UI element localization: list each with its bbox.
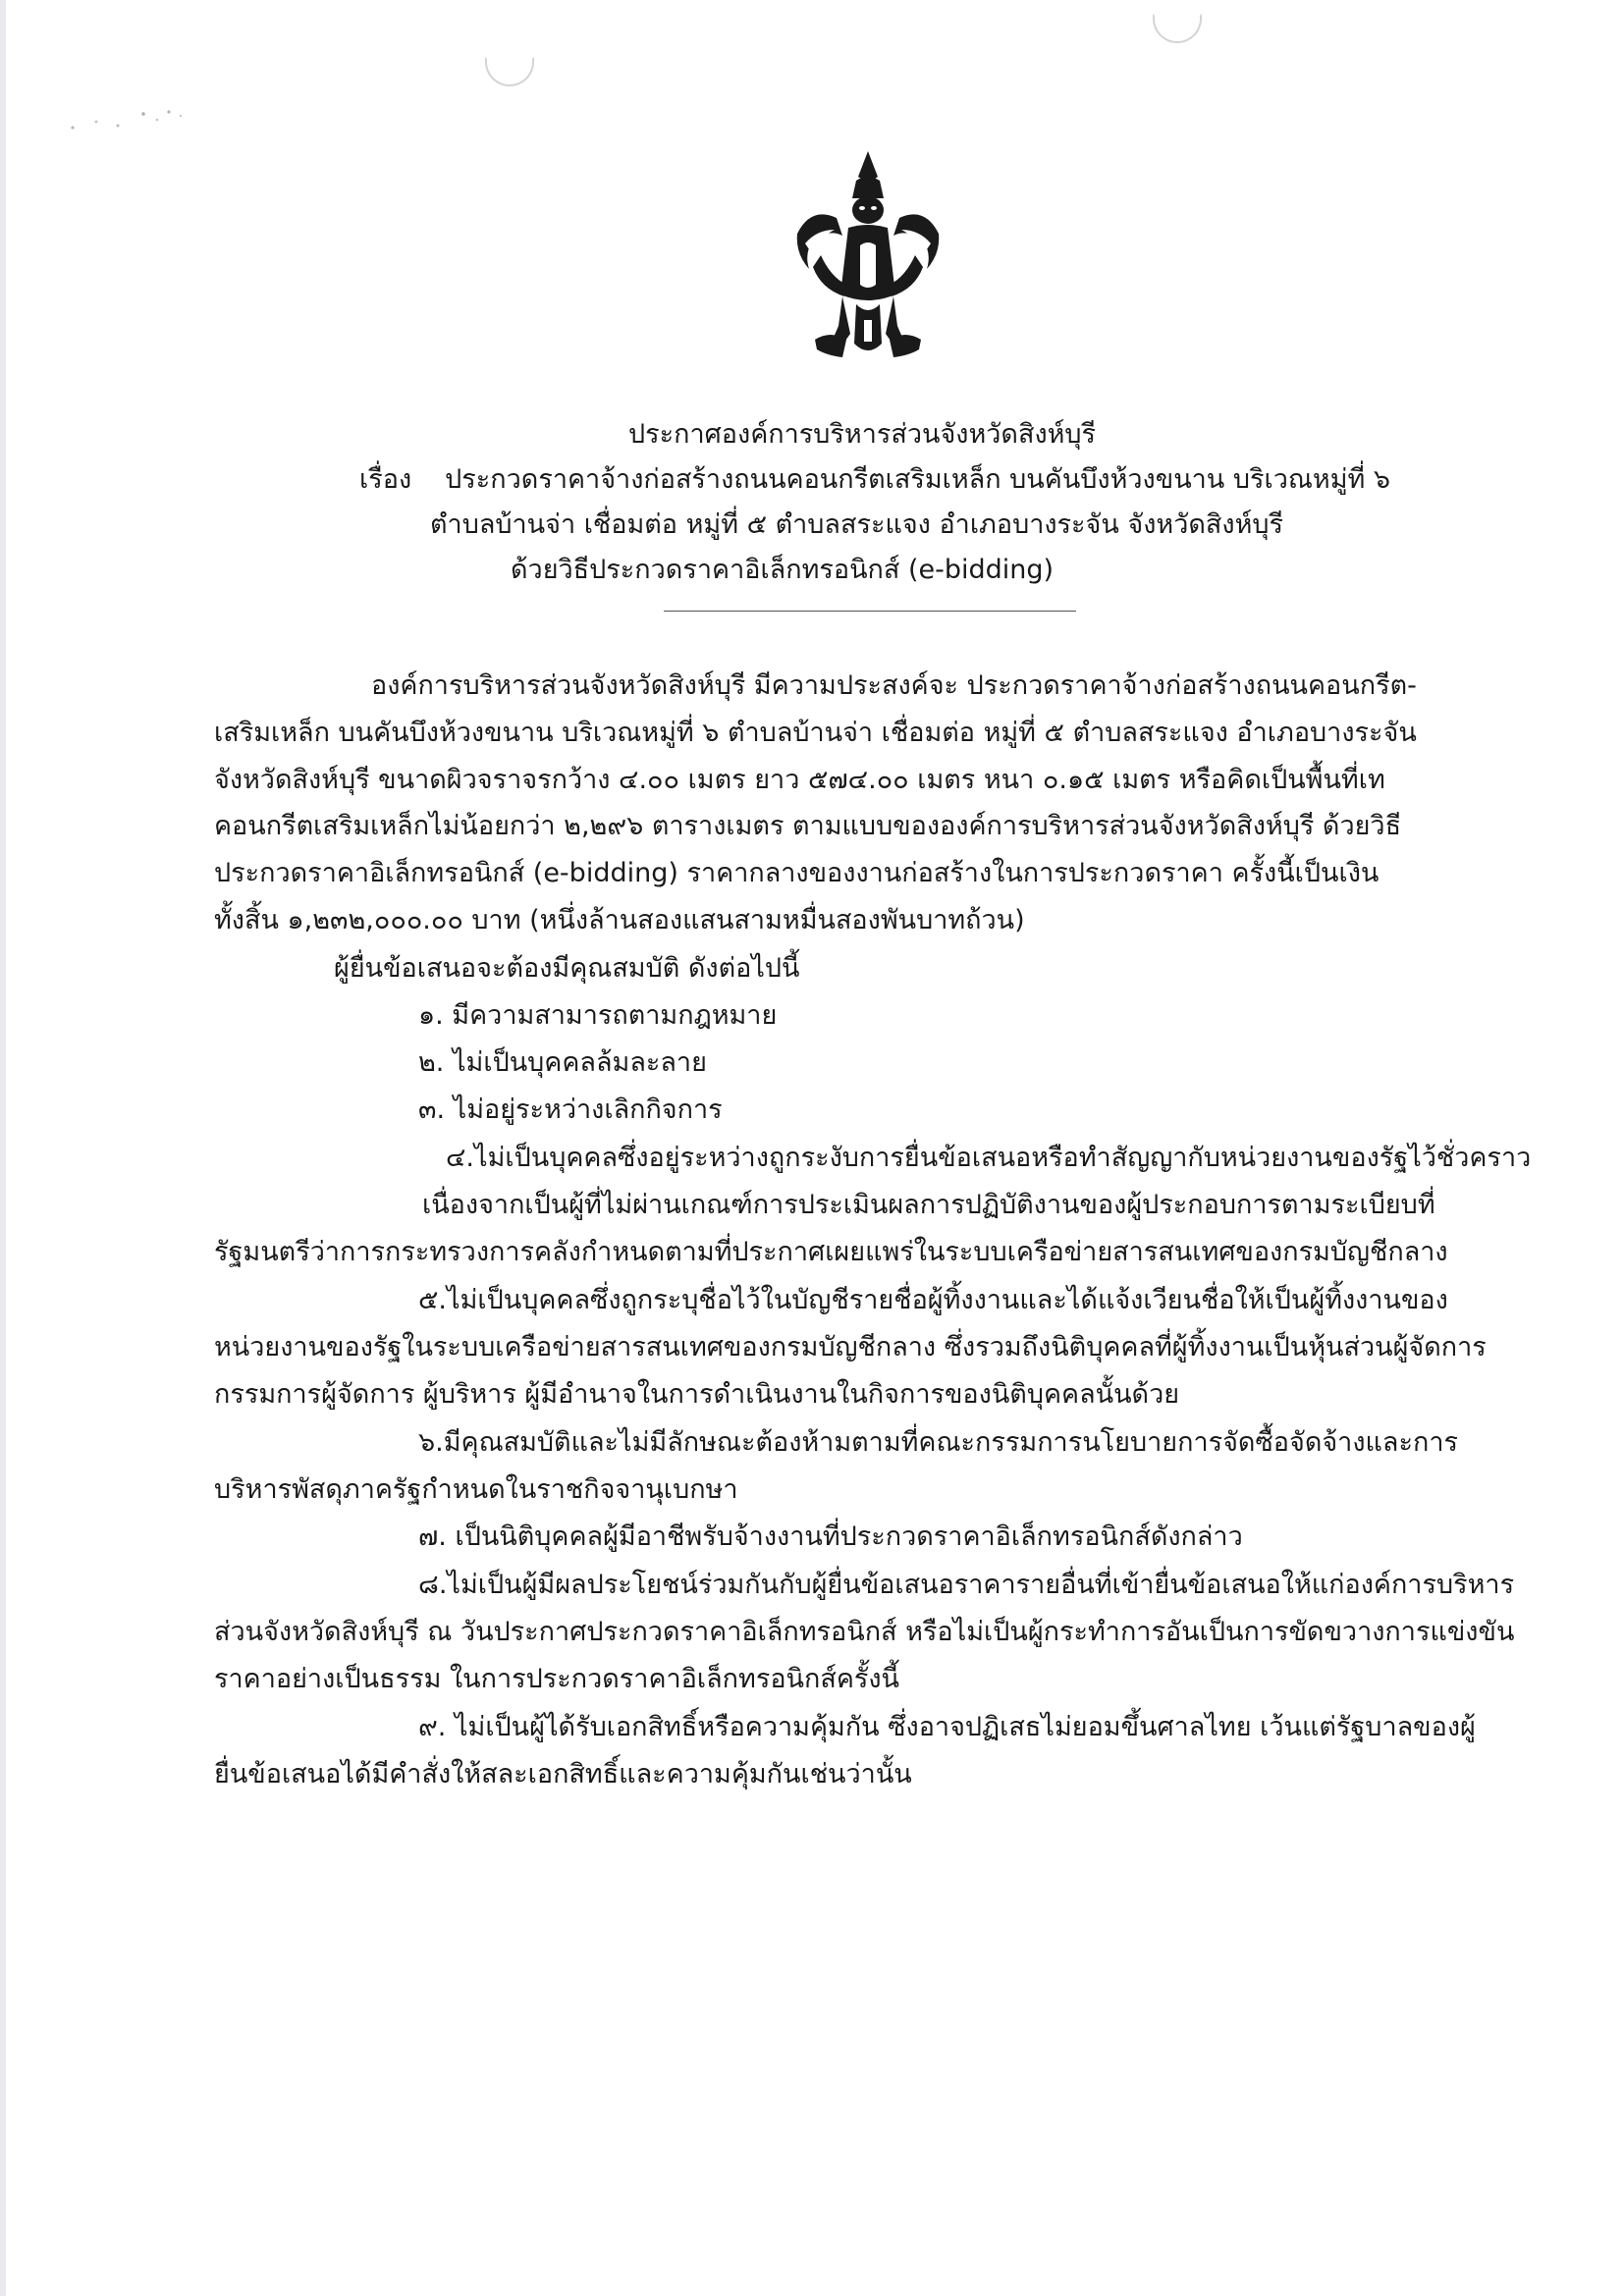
subject-text: ประกวดราคาจ้างก่อสร้างถนนคอนกรีตเสริมเหล็ก บนคันบึงห้วงขนาน บริเวณหมู่ที่ ๖ <box>445 464 1391 495</box>
qualification-item-4-cont: รัฐมนตรีว่าการกระทรวงการคลังกำหนดตามที่ประกาศเผยแพร่ในระบบเครือข่ายสารสนเทศของกรมบัญชีกลาง <box>214 1237 1448 1267</box>
title-divider <box>664 611 1076 612</box>
qualification-item-9-cont: ยื่นข้อเสนอได้มีคำสั่งให้สละเอกสิทธิ์และความคุ้มกันเช่นว่านั้น <box>214 1759 912 1789</box>
paragraph-line: ประกวดราคาอิเล็กทรอนิกส์ (e-bidding) ราคากลางของงานก่อสร้างในการประกวดราคา ครั้งนี้เป็นเงิน <box>214 858 1380 888</box>
qualification-item-5-cont: กรรมการผู้จัดการ ผู้บริหาร ผู้มีอำนาจในการดำเนินงานในกิจการของนิติบุคคลนั้นด้วย <box>214 1379 1180 1410</box>
scan-specks <box>67 102 194 141</box>
qualification-item-1: ๑. มีความสามารถตามกฎหมาย <box>418 1000 778 1031</box>
qualification-item-8-cont: ราคาอย่างเป็นธรรม ในการประกวดราคาอิเล็กทรอนิกส์ครั้งนี้ <box>214 1664 900 1694</box>
qualification-item-2: ๒. ไม่เป็นบุคคลล้มละลาย <box>418 1047 707 1078</box>
paragraph-line: องค์การบริหารส่วนจังหวัดสิงห์บุรี มีความประสงค์จะ ประกวดราคาจ้างก่อสร้างถนนคอนกรีต- <box>371 670 1417 701</box>
qualifications-intro: ผู้ยื่นข้อเสนอจะต้องมีคุณสมบัติ ดังต่อไปนี้ <box>334 953 800 984</box>
subject-line-3: ด้วยวิธีประกวดราคาอิเล็กทรอนิกส์ (e-bidding) <box>511 555 1055 585</box>
punch-hole-mark <box>485 57 534 86</box>
paragraph-line: คอนกรีตเสริมเหล็กไม่น้อยกว่า ๒,๒๙๖ ตารางเมตร ตามแบบขององค์การบริหารส่วนจังหวัดสิงห์บุรี ด้วยวิธี <box>214 811 1402 841</box>
qualification-item-8-cont: ส่วนจังหวัดสิงห์บุรี ณ วันประกาศประกวดราคาอิเล็กทรอนิกส์ หรือไม่เป็นผู้กระทำการอันเป็นการขัดขวางการแข่งขัน <box>214 1617 1515 1647</box>
subject-label: เรื่อง <box>359 464 412 495</box>
paragraph-line: เสริมเหล็ก บนคันบึงห้วงขนาน บริเวณหมู่ที่ ๖ ตำบลบ้านจ่า เชื่อมต่อ หมู่ที่ ๕ ตำบลสระแจง อำเภอบางระจัน <box>214 718 1417 748</box>
qualification-item-3: ๓. ไม่อยู่ระหว่างเลิกกิจการ <box>418 1095 723 1125</box>
subject-line-2: ตำบลบ้านจ่า เชื่อมต่อ หมู่ที่ ๕ ตำบลสระแจง อำเภอบางระจัน จังหวัดสิงห์บุรี <box>430 509 1284 540</box>
paragraph-line: จังหวัดสิงห์บุรี ขนาดผิวจราจรกว้าง ๔.๐๐ เมตร ยาว ๕๗๔.๐๐ เมตร หนา ๐.๑๕ เมตร หรือคิดเป็นพื้นที่เท <box>214 765 1385 795</box>
qualification-item-9: ๙. ไม่เป็นผู้ได้รับเอกสิทธิ์หรือความคุ้มกัน ซึ่งอาจปฏิเสธไม่ยอมขึ้นศาลไทย เว้นแต่รัฐบาลของผู้ <box>418 1712 1476 1742</box>
qualification-item-7: ๗. เป็นนิติบุคคลผู้มีอาชีพรับจ้างงานที่ประกวดราคาอิเล็กทรอนิกส์ดังกล่าว <box>418 1522 1243 1552</box>
paragraph-line: ทั้งสิ้น ๑,๒๓๒,๐๐๐.๐๐ บาท (หนึ่งล้านสองแสนสามหมื่นสองพันบาทถ้วน) <box>214 905 1025 935</box>
garuda-emblem-icon <box>791 147 945 371</box>
qualification-item-4: ๔.ไม่เป็นบุคคลซึ่งอยู่ระหว่างถูกระงับการยื่นข้อเสนอหรือทำสัญญากับหน่วยงานของรัฐไว้ชั่วคราว <box>446 1143 1532 1173</box>
qualification-item-6: ๖.มีคุณสมบัติและไม่มีลักษณะต้องห้ามตามที่คณะกรรมการนโยบายการจัดซื้อจัดจ้างและการ <box>418 1427 1458 1458</box>
qualification-item-6-cont: บริหารพัสดุภาครัฐกำหนดในราชกิจจานุเบกษา <box>214 1474 738 1505</box>
qualification-item-4-cont: เนื่องจากเป็นผู้ที่ไม่ผ่านเกณฑ์การประเมินผลการปฏิบัติงานของผู้ประกอบการตามระเบียบที่ <box>422 1190 1435 1220</box>
document-title: ประกาศองค์การบริหารส่วนจังหวัดสิงห์บุรี <box>628 419 1097 450</box>
qualification-item-8: ๘.ไม่เป็นผู้มีผลประโยชน์ร่วมกันกับผู้ยื่นข้อเสนอราคารายอื่นที่เข้ายื่นข้อเสนอให้แก่องค์การบริหาร <box>418 1570 1515 1600</box>
qualification-item-5: ๕.ไม่เป็นบุคคลซึ่งถูกระบุชื่อไว้ในบัญชีรายชื่อผู้ทิ้งงานและได้แจ้งเวียนชื่อให้เป็นผู้ทิ้งงานของ <box>418 1285 1448 1315</box>
subject-line-1 <box>359 460 1390 500</box>
punch-hole-mark <box>1153 14 1202 43</box>
qualification-item-5-cont: หน่วยงานของรัฐในระบบเครือข่ายสารสนเทศของกรมบัญชีกลาง ซึ่งรวมถึงนิติบุคคลที่ผู้ทิ้งงานเป็นหุ้นส่วนผู้จัดการ <box>214 1332 1487 1362</box>
scan-edge <box>0 0 6 2296</box>
